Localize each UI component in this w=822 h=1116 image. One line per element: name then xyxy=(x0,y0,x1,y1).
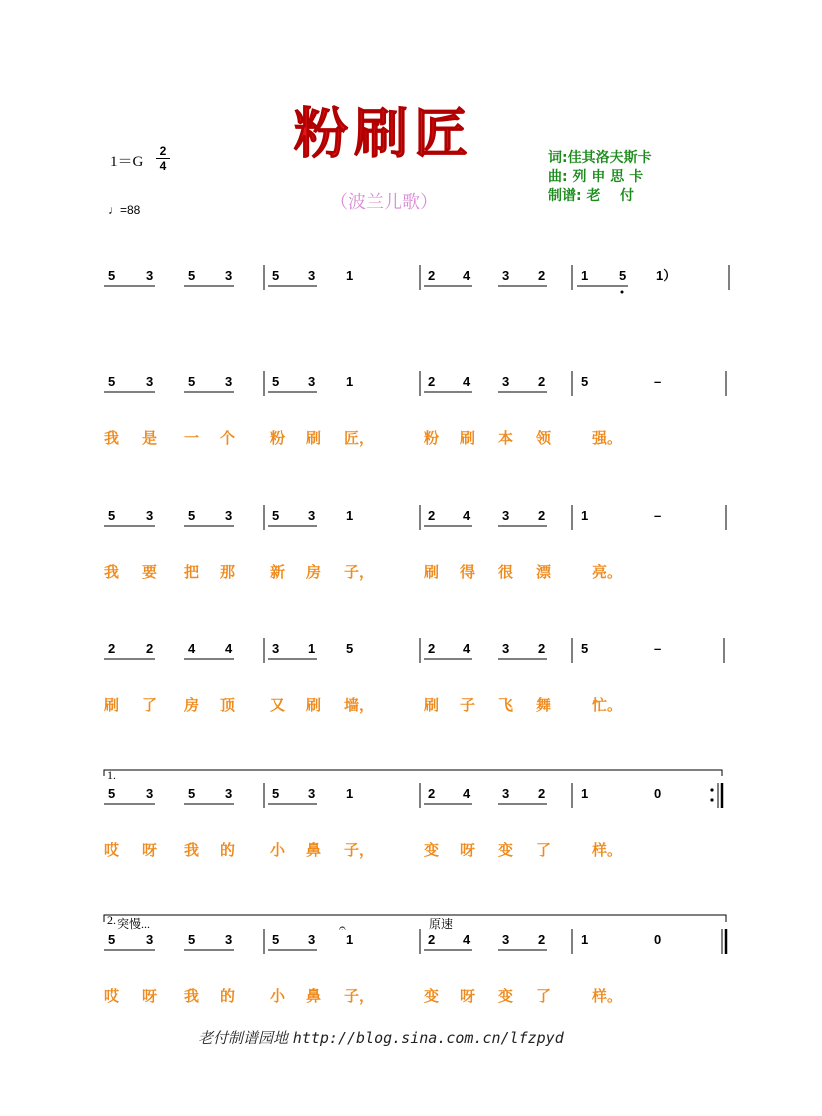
note: 3 xyxy=(225,374,233,389)
lyric: 漂 xyxy=(536,563,552,581)
lyric: 变 xyxy=(498,841,514,859)
lyric: 房 xyxy=(306,563,322,581)
lyric: 我 xyxy=(184,841,200,859)
note: 5 xyxy=(272,268,280,283)
note: 1 xyxy=(346,786,354,801)
lyric: 的 xyxy=(220,987,236,1005)
note: 3 xyxy=(146,786,154,801)
lyric: 了 xyxy=(536,841,552,859)
note: 5 xyxy=(108,508,116,523)
note: 2 xyxy=(428,268,436,283)
note: 5 xyxy=(619,268,627,283)
note: 3 xyxy=(308,268,316,283)
note: 5 xyxy=(188,508,196,523)
note: 5 xyxy=(346,641,354,656)
note: 3 xyxy=(146,374,154,389)
note: 2 xyxy=(428,374,436,389)
note: 2 xyxy=(538,268,546,283)
note: 2 xyxy=(428,508,436,523)
lyric: 又 xyxy=(270,696,286,714)
lyric: 新 xyxy=(270,563,286,581)
note: 2 xyxy=(538,374,546,389)
note: 3 xyxy=(502,786,510,801)
lyric: 变 xyxy=(424,841,440,859)
note: – xyxy=(654,641,662,656)
note: 4 xyxy=(463,508,471,523)
note: 5 xyxy=(581,641,589,656)
key-signature: 1＝G xyxy=(110,154,144,170)
lyric: 房 xyxy=(184,696,200,714)
note: 1 xyxy=(581,508,589,523)
lyric: 鼻 xyxy=(306,841,322,859)
lyric: 子， xyxy=(344,841,375,859)
note: 1 xyxy=(308,641,316,656)
note: 2 xyxy=(538,932,546,947)
note: 2 xyxy=(538,786,546,801)
note: 2 xyxy=(428,786,436,801)
lyric: 我 xyxy=(104,429,120,447)
lyric: 很 xyxy=(498,563,514,581)
lyric: 得 xyxy=(460,563,476,581)
lyric: 墙， xyxy=(344,696,375,714)
lyric: 刷 xyxy=(424,696,440,714)
lyric: 舞 xyxy=(536,696,552,714)
note: 5 xyxy=(272,508,280,523)
lyric: 子， xyxy=(344,563,375,581)
note: 2 xyxy=(538,508,546,523)
time-signature-bottom: 4 xyxy=(159,159,167,173)
lyric: 变 xyxy=(498,987,514,1005)
lyric: 刷 xyxy=(306,696,322,714)
note: 4 xyxy=(463,374,471,389)
note: 2 xyxy=(428,932,436,947)
lyric: 了 xyxy=(142,696,158,714)
note: 1 xyxy=(581,932,589,947)
credit-composer: 曲: 列 申 思 卡 xyxy=(548,169,644,185)
note: 1 xyxy=(581,786,589,801)
credit-arranger: 制谱: 老 付 xyxy=(548,188,634,204)
tempo-marking: ♩=88 xyxy=(108,203,141,217)
lyric: 要 xyxy=(142,563,158,581)
note: 5 xyxy=(272,786,280,801)
note: – xyxy=(654,374,662,389)
note: 3 xyxy=(225,268,233,283)
lyric: 鼻 xyxy=(306,987,322,1005)
tempo-slow-marking: 突慢... xyxy=(117,917,151,931)
note: 4 xyxy=(225,641,233,656)
lyric: 了 xyxy=(536,987,552,1005)
lyric: 变 xyxy=(424,987,440,1005)
note: 3 xyxy=(146,508,154,523)
footer-site: 老付制谱园地 xyxy=(198,1029,289,1047)
lyric: 样。 xyxy=(592,987,623,1005)
note: 5 xyxy=(188,374,196,389)
note: – xyxy=(654,508,662,523)
note: 2 xyxy=(428,641,436,656)
volta-2-label: 2. xyxy=(107,913,116,927)
lyric: 子 xyxy=(460,696,476,714)
volta-2-bracket xyxy=(104,915,726,922)
note: 3 xyxy=(225,932,233,947)
note: 1 xyxy=(346,508,354,523)
note: 3 xyxy=(308,786,316,801)
note: 4 xyxy=(463,268,471,283)
note: 3 xyxy=(502,641,510,656)
lyric: 刷 xyxy=(460,429,476,447)
lyric: 哎 xyxy=(104,841,120,859)
footer-url: http://blog.sina.com.cn/lfzpyd xyxy=(292,1029,564,1047)
tempo-resume-marking: 原速 xyxy=(429,917,454,931)
lyric: 样。 xyxy=(592,841,623,859)
note: 3 xyxy=(502,932,510,947)
note: 5 xyxy=(188,932,196,947)
lyric: 本 xyxy=(498,429,514,447)
note: 3 xyxy=(502,508,510,523)
note: 3 xyxy=(502,268,510,283)
lower-octave-dot xyxy=(621,291,624,294)
lyric: 亮。 xyxy=(592,563,623,581)
lyric: 呀 xyxy=(460,987,476,1005)
note: 3 xyxy=(308,374,316,389)
fermata: 𝄐 xyxy=(339,921,346,935)
note: 3 xyxy=(225,508,233,523)
note: 3 xyxy=(272,641,280,656)
lyric: 个 xyxy=(220,429,236,447)
svg-text:粉刷匠: 粉刷匠 xyxy=(294,101,474,165)
lyric: 匠， xyxy=(344,429,375,447)
lyric: 忙。 xyxy=(592,696,623,714)
lyric: 的 xyxy=(220,841,236,859)
lyric: 呀 xyxy=(142,841,158,859)
lyric: 是 xyxy=(142,429,158,447)
note: 1 xyxy=(581,268,589,283)
lyric: 哎 xyxy=(104,987,120,1005)
note: 1 xyxy=(346,374,354,389)
note: 4 xyxy=(463,641,471,656)
repeat-dot xyxy=(710,788,713,791)
lyric: 刷 xyxy=(104,696,120,714)
time-signature-top: 2 xyxy=(159,144,167,158)
note: 2 xyxy=(538,641,546,656)
note: 5 xyxy=(272,932,280,947)
note: 5 xyxy=(108,374,116,389)
lyric: 小 xyxy=(270,841,286,859)
note: 1 xyxy=(346,932,354,947)
lyric: 粉 xyxy=(270,429,286,447)
note: 1） xyxy=(656,268,677,283)
lyric: 飞 xyxy=(498,696,514,714)
note: 4 xyxy=(463,786,471,801)
note: 5 xyxy=(272,374,280,389)
note: 0 xyxy=(654,786,662,801)
lyric: 我 xyxy=(104,563,120,581)
note: 5 xyxy=(108,268,116,283)
note: 5 xyxy=(108,932,116,947)
footer xyxy=(198,1027,564,1048)
credit-lyricist: 词:佳其洛夫斯卡 xyxy=(548,150,652,166)
note: 3 xyxy=(225,786,233,801)
note: 0 xyxy=(654,932,662,947)
note: 2 xyxy=(108,641,116,656)
note: 3 xyxy=(146,268,154,283)
note: 5 xyxy=(581,374,589,389)
lyric: 子， xyxy=(344,987,375,1005)
repeat-dot xyxy=(710,798,713,801)
lyric: 呀 xyxy=(460,841,476,859)
note: 5 xyxy=(108,786,116,801)
lyric: 刷 xyxy=(306,429,322,447)
volta-1-bracket xyxy=(104,770,722,776)
lyric: 那 xyxy=(220,563,236,581)
volta-1-label: 1. xyxy=(107,768,116,782)
note: 3 xyxy=(308,932,316,947)
note: 5 xyxy=(188,786,196,801)
note: 2 xyxy=(146,641,154,656)
lyric: 小 xyxy=(270,987,286,1005)
note: 3 xyxy=(502,374,510,389)
note: 3 xyxy=(146,932,154,947)
lyric: 把 xyxy=(184,563,200,581)
lyric: 领 xyxy=(536,429,552,447)
song-subtitle: （波兰儿歌） xyxy=(330,192,438,213)
lyric: 呀 xyxy=(142,987,158,1005)
lyric: 一 xyxy=(184,429,200,447)
note: 3 xyxy=(308,508,316,523)
lyric: 强。 xyxy=(592,429,623,447)
lyric: 粉 xyxy=(424,429,440,447)
note: 4 xyxy=(188,641,196,656)
lyric: 刷 xyxy=(424,563,440,581)
note: 4 xyxy=(463,932,471,947)
lyric: 我 xyxy=(184,987,200,1005)
note: 5 xyxy=(188,268,196,283)
lyric: 顶 xyxy=(220,696,236,714)
note: 1 xyxy=(346,268,354,283)
